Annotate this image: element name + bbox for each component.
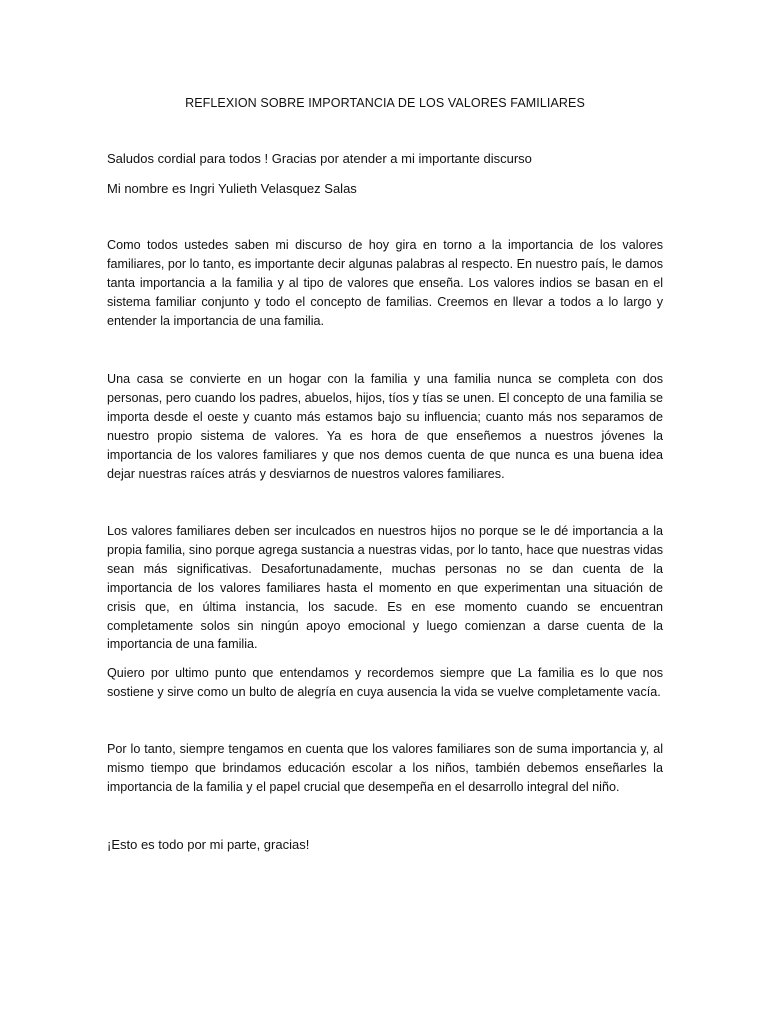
- paragraph-5: Por lo tanto, siempre tengamos en cuenta que los valores familiares son de suma importancia y, al mismo tiempo que brindamos educación escolar a los niños, también debemos enseñarles la importancia de la familia y el papel crucial que desempeña en el desarrollo integral del niño.: [107, 742, 663, 794]
- paragraph-2: Una casa se convierte en un hogar con la familia y una familia nunca se completa con dos personas, pero cuando los padres, abuelos, hijos, tíos y tías se unen. El concepto de una familia se importa desde el oeste y cuanto más estamos bajo su influencia; cuanto más nos separamos de nuestro propio sistema de valores. Ya es hora de que enseñemos a nuestros jóvenes la importancia de los valores familiares y que nos demos cuenta de que nunca es una buena idea dejar nuestras raíces atrás y desviarnos de nuestros valores familiares.: [107, 372, 663, 481]
- paragraph-1: Como todos ustedes saben mi discurso de hoy gira en torno a la importancia de los valores familiares, por lo tanto, es importante decir algunas palabras al respecto. En nuestro país, le damos tanta importancia a la familia y al tipo de valores que enseña. Los valores indios se basan en el sistema familiar conjunto y todo el concepto de familias. Creemos en llevar a todos a lo largo y entender la importancia de una familia.: [107, 238, 663, 328]
- document-title: REFLEXION SOBRE IMPORTANCIA DE LOS VALORES FAMILIARES: [185, 96, 585, 110]
- paragraph-3: Los valores familiares deben ser inculcados en nuestros hijos no porque se le dé importancia a la propia familia, sino porque agrega sustancia a nuestras vidas, por lo tanto, hace que nuestras vidas sean más significativas. Desafortunadamente, muchas personas no se dan cuenta de la importancia de los valores familiares hasta el momento en que experimentan una situación de crisis que, en última instancia, los sacude. Es en ese momento cuando se encuentran completamente solos sin ningún apoyo emocional y luego comienzan a darse cuenta de la importancia de una familia.: [107, 524, 663, 652]
- closing-line: ¡Esto es todo por mi parte, gracias!: [107, 837, 310, 852]
- paragraph-4: Quiero por ultimo punto que entendamos y recordemos siempre que La familia es lo que nos sostiene y sirve como un bulto de alegría en cuya ausencia la vida se vuelve completamente vacía.: [107, 666, 663, 699]
- name-line: Mi nombre es Ingri Yulieth Velasquez Salas: [107, 181, 357, 196]
- greeting-line: Saludos cordial para todos ! Gracias por atender a mi importante discurso: [107, 151, 532, 166]
